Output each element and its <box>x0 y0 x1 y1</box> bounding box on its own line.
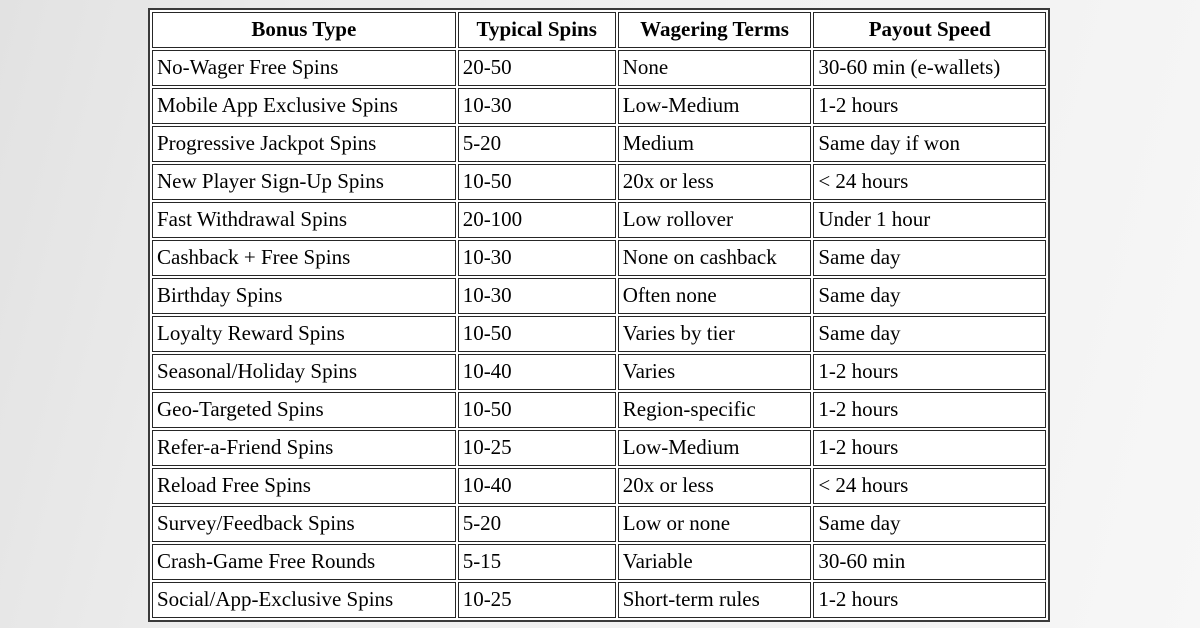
table-cell: Variable <box>618 544 812 580</box>
table-cell: Varies <box>618 354 812 390</box>
table-cell: Survey/Feedback Spins <box>152 506 456 542</box>
table-cell: Progressive Jackpot Spins <box>152 126 456 162</box>
table-cell: Region-specific <box>618 392 812 428</box>
table-cell: 30-60 min (e-wallets) <box>813 50 1046 86</box>
table-cell: Often none <box>618 278 812 314</box>
table-cell: 20x or less <box>618 468 812 504</box>
table-cell: Medium <box>618 126 812 162</box>
table-cell: 10-30 <box>458 278 616 314</box>
table-cell: None on cashback <box>618 240 812 276</box>
table-cell: Cashback + Free Spins <box>152 240 456 276</box>
table-cell: 10-25 <box>458 430 616 466</box>
table-row <box>152 88 1046 124</box>
table-row <box>152 240 1046 276</box>
table-cell: Birthday Spins <box>152 278 456 314</box>
table-cell: Low or none <box>618 506 812 542</box>
table-body <box>152 50 1046 618</box>
table-cell: 10-30 <box>458 240 616 276</box>
table-row <box>152 50 1046 86</box>
table-cell: None <box>618 50 812 86</box>
table-row <box>152 582 1046 618</box>
table-row <box>152 126 1046 162</box>
table-cell: Short-term rules <box>618 582 812 618</box>
col-header-typical-spins: Typical Spins <box>458 12 616 48</box>
table-cell: Geo-Targeted Spins <box>152 392 456 428</box>
table-cell: Seasonal/Holiday Spins <box>152 354 456 390</box>
table-row <box>152 392 1046 428</box>
table-cell: 1-2 hours <box>813 392 1046 428</box>
table-cell: 20x or less <box>618 164 812 200</box>
table-cell: Low-Medium <box>618 430 812 466</box>
table-row <box>152 164 1046 200</box>
table-cell: Same day <box>813 278 1046 314</box>
table-cell: 5-20 <box>458 126 616 162</box>
table-cell: 20-50 <box>458 50 616 86</box>
table-cell: Refer-a-Friend Spins <box>152 430 456 466</box>
table-cell: 10-30 <box>458 88 616 124</box>
table-cell: Crash-Game Free Rounds <box>152 544 456 580</box>
table-row <box>152 468 1046 504</box>
bonus-spins-table <box>148 8 1050 622</box>
col-header-payout-speed: Payout Speed <box>813 12 1046 48</box>
table-cell: Low rollover <box>618 202 812 238</box>
table-cell: Same day <box>813 240 1046 276</box>
table-cell: 10-40 <box>458 354 616 390</box>
table-cell: 10-50 <box>458 316 616 352</box>
table-cell: 1-2 hours <box>813 88 1046 124</box>
table-cell: 10-50 <box>458 164 616 200</box>
table-cell: 1-2 hours <box>813 582 1046 618</box>
table-cell: < 24 hours <box>813 164 1046 200</box>
table-cell: Low-Medium <box>618 88 812 124</box>
col-header-wagering-terms: Wagering Terms <box>618 12 812 48</box>
table-row <box>152 316 1046 352</box>
table-cell: Same day <box>813 506 1046 542</box>
table-cell: 1-2 hours <box>813 354 1046 390</box>
table-row <box>152 544 1046 580</box>
table-cell: 5-15 <box>458 544 616 580</box>
table-cell: Mobile App Exclusive Spins <box>152 88 456 124</box>
table-cell: Fast Withdrawal Spins <box>152 202 456 238</box>
table-cell: 10-25 <box>458 582 616 618</box>
table-cell: 20-100 <box>458 202 616 238</box>
table-cell: No-Wager Free Spins <box>152 50 456 86</box>
table-cell: 1-2 hours <box>813 430 1046 466</box>
table-cell: Under 1 hour <box>813 202 1046 238</box>
table-cell: Same day if won <box>813 126 1046 162</box>
table-row <box>152 354 1046 390</box>
table-row <box>152 430 1046 466</box>
table-cell: Reload Free Spins <box>152 468 456 504</box>
table-cell: Varies by tier <box>618 316 812 352</box>
table-row <box>152 202 1046 238</box>
table-row <box>152 278 1046 314</box>
table-cell: 5-20 <box>458 506 616 542</box>
table-cell: 30-60 min <box>813 544 1046 580</box>
table-cell: Social/App-Exclusive Spins <box>152 582 456 618</box>
table-cell: Loyalty Reward Spins <box>152 316 456 352</box>
table-cell: 10-40 <box>458 468 616 504</box>
table-cell: Same day <box>813 316 1046 352</box>
table-cell: 10-50 <box>458 392 616 428</box>
col-header-bonus-type: Bonus Type <box>152 12 456 48</box>
table-cell: New Player Sign-Up Spins <box>152 164 456 200</box>
table-row <box>152 506 1046 542</box>
header-row <box>152 12 1046 48</box>
table-cell: < 24 hours <box>813 468 1046 504</box>
